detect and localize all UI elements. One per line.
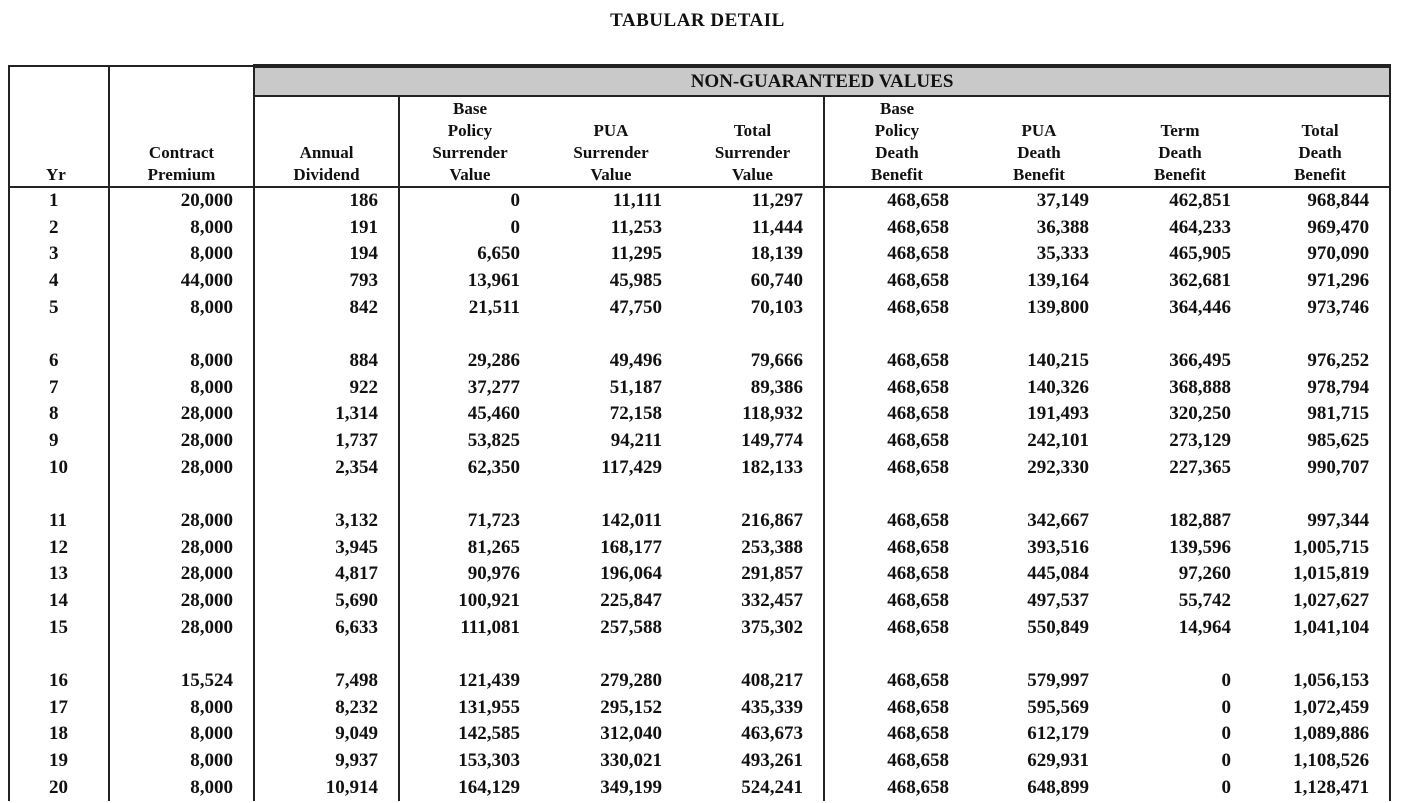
table-row [9,401,1390,428]
cell-total-surrender-value: 70,103 [750,296,803,318]
cell-pua-death-benefit: 595,569 [1027,696,1089,718]
spacer-cell [399,321,540,348]
header-term-death-benefit: Term Death Benefit [1109,96,1251,187]
cell-yr: 10 [9,454,109,481]
cell-base-policy-surrender-value: 164,129 [399,774,540,801]
cell-base-policy-surrender-value: 121,439 [399,668,540,695]
cell-base-policy-surrender-value: 0 [399,215,540,242]
cell-pua-death-benefit: 140,326 [1027,376,1089,398]
cell-total-surrender-value: 182,133 [741,456,803,478]
cell-term-death-benefit: 320,250 [1169,403,1231,425]
cell-yr: 7 [9,375,109,402]
cell-term-death-benefit: 182,887 [1169,510,1231,532]
cell-term-death-benefit: 0 [1221,776,1231,798]
cell-contract-premium: 28,000 [109,588,254,615]
cell-pua-surrender-value: 51,187 [609,376,662,398]
cell-pua-death-benefit: 292,330 [1027,456,1089,478]
cell-pua-death-benefit: 139,800 [1027,296,1089,318]
cell-base-policy-surrender-value: 71,723 [399,508,540,535]
cell-base-policy-surrender-value: 62,350 [399,454,540,481]
cell-contract-premium: 28,000 [109,454,254,481]
spacer-cell [9,641,109,668]
spacer-cell [969,641,1109,668]
cell-term-death-benefit: 55,742 [1178,590,1231,612]
cell-yr: 14 [9,588,109,615]
header-pua-death-benefit: PUA Death Benefit [969,96,1109,187]
cell-base-policy-death-benefit: 468,658 [824,348,969,375]
cell-base-policy-death-benefit: 468,658 [824,508,969,535]
cell-pua-surrender-value: 11,111 [612,190,662,212]
cell-annual-dividend: 5,690 [254,588,399,615]
cell-yr: 2 [9,215,109,242]
cell-total-death-benefit: 981,715 [1251,401,1390,428]
cell-annual-dividend: 3,132 [254,508,399,535]
cell-annual-dividend: 9,049 [254,721,399,748]
cell-base-policy-death-benefit: 468,658 [824,241,969,268]
cell-total-surrender-value: 493,261 [741,749,803,771]
cell-pua-death-benefit: 140,215 [1027,350,1089,372]
table-body [9,187,1390,801]
cell-total-death-benefit: 1,015,819 [1251,561,1390,588]
cell-yr: 3 [9,241,109,268]
cell-base-policy-surrender-value: 6,650 [399,241,540,268]
spacer-cell [824,641,969,668]
cell-total-death-benefit: 969,470 [1251,215,1390,242]
cell-yr: 16 [9,668,109,695]
cell-yr: 1 [9,187,109,215]
cell-total-death-benefit: 1,005,715 [1251,535,1390,562]
cell-term-death-benefit: 464,233 [1169,216,1231,238]
table-row [9,774,1390,801]
cell-annual-dividend: 842 [254,294,399,321]
cell-base-policy-death-benefit: 468,658 [824,187,969,215]
cell-term-death-benefit: 366,495 [1169,350,1231,372]
cell-term-death-benefit: 227,365 [1169,456,1231,478]
cell-total-surrender-value: 375,302 [741,616,803,638]
cell-base-policy-surrender-value: 45,460 [399,401,540,428]
header-base-policy-surrender-value: Base Policy Surrender Value [399,96,540,187]
cell-pua-death-benefit: 612,179 [1027,723,1089,745]
cell-pua-death-benefit: 648,899 [1027,776,1089,798]
cell-yr: 6 [9,348,109,375]
cell-total-surrender-value: 524,241 [741,776,803,798]
cell-total-death-benefit: 1,056,153 [1251,668,1390,695]
cell-yr: 9 [9,428,109,455]
table-row [9,508,1390,535]
spacer-cell [109,481,254,508]
cell-base-policy-surrender-value: 142,585 [399,721,540,748]
cell-pua-death-benefit: 36,388 [1036,216,1089,238]
cell-annual-dividend: 3,945 [254,535,399,562]
cell-pua-surrender-value: 330,021 [600,749,662,771]
spacer-cell [1109,641,1251,668]
cell-yr: 19 [9,748,109,775]
header-annual-dividend: Annual Dividend [254,96,399,187]
cell-annual-dividend: 9,937 [254,748,399,775]
cell-total-death-benefit: 1,041,104 [1251,614,1390,641]
table-row [9,614,1390,641]
spacer-cell [682,641,824,668]
cell-total-surrender-value: 463,673 [741,723,803,745]
cell-annual-dividend: 922 [254,375,399,402]
cell-total-surrender-value: 18,139 [750,243,803,265]
spacer-cell [1109,481,1251,508]
cell-pua-death-benefit: 35,333 [1036,243,1089,265]
cell-total-death-benefit: 973,746 [1251,294,1390,321]
tabular-detail-table [8,64,1391,801]
cell-pua-death-benefit: 37,149 [1036,190,1089,212]
cell-yr: 4 [9,268,109,295]
table-row [9,294,1390,321]
cell-total-death-benefit: 968,844 [1251,187,1390,215]
spacer-cell [540,481,682,508]
cell-base-policy-surrender-value: 100,921 [399,588,540,615]
cell-contract-premium: 28,000 [109,401,254,428]
cell-base-policy-surrender-value: 53,825 [399,428,540,455]
cell-total-death-benefit: 997,344 [1251,508,1390,535]
non-guaranteed-values-band: NON-GUARANTEED VALUES [254,66,1390,96]
cell-contract-premium: 28,000 [109,508,254,535]
spacer-cell [969,481,1109,508]
cell-yr: 20 [9,774,109,801]
cell-total-surrender-value: 216,867 [741,510,803,532]
cell-total-surrender-value: 89,386 [750,376,803,398]
cell-contract-premium: 8,000 [109,748,254,775]
spacer-cell [969,321,1109,348]
cell-annual-dividend: 1,737 [254,428,399,455]
cell-pua-death-benefit: 393,516 [1027,536,1089,558]
cell-pua-surrender-value: 168,177 [600,536,662,558]
spacer-cell [9,481,109,508]
cell-total-death-benefit: 1,128,471 [1251,774,1390,801]
cell-total-surrender-value: 253,388 [741,536,803,558]
cell-pua-surrender-value: 94,211 [610,430,662,452]
cell-term-death-benefit: 0 [1221,696,1231,718]
cell-term-death-benefit: 364,446 [1169,296,1231,318]
cell-total-death-benefit: 990,707 [1251,454,1390,481]
spacer-cell [540,641,682,668]
cell-base-policy-death-benefit: 468,658 [824,428,969,455]
cell-term-death-benefit: 273,129 [1169,430,1231,452]
cell-base-policy-surrender-value: 13,961 [399,268,540,295]
cell-pua-surrender-value: 49,496 [609,350,662,372]
cell-total-surrender-value: 11,297 [751,190,803,212]
spacer-cell [824,481,969,508]
cell-total-death-benefit: 1,108,526 [1251,748,1390,775]
cell-pua-surrender-value: 47,750 [609,296,662,318]
cell-total-death-benefit: 970,090 [1251,241,1390,268]
cell-pua-surrender-value: 72,158 [609,403,662,425]
cell-term-death-benefit: 462,851 [1169,190,1231,212]
cell-yr: 18 [9,721,109,748]
spacer-cell [1251,481,1390,508]
cell-base-policy-death-benefit: 468,658 [824,375,969,402]
cell-annual-dividend: 7,498 [254,668,399,695]
cell-pua-surrender-value: 117,429 [601,456,662,478]
cell-base-policy-surrender-value: 0 [399,187,540,215]
cell-annual-dividend: 10,914 [254,774,399,801]
cell-contract-premium: 8,000 [109,241,254,268]
cell-total-surrender-value: 291,857 [741,563,803,585]
cell-annual-dividend: 186 [254,187,399,215]
cell-yr: 12 [9,535,109,562]
cell-pua-surrender-value: 257,588 [600,616,662,638]
cell-annual-dividend: 6,633 [254,614,399,641]
band-spacer [109,66,254,96]
cell-base-policy-death-benefit: 468,658 [824,561,969,588]
cell-contract-premium: 8,000 [109,774,254,801]
spacer-cell [1251,641,1390,668]
cell-yr: 5 [9,294,109,321]
cell-term-death-benefit: 0 [1221,670,1231,692]
spacer-row [9,641,1390,668]
table-row [9,695,1390,722]
cell-pua-surrender-value: 11,253 [610,216,662,238]
cell-pua-surrender-value: 11,295 [610,243,662,265]
table-row [9,561,1390,588]
cell-term-death-benefit: 97,260 [1178,563,1231,585]
spacer-cell [109,641,254,668]
cell-annual-dividend: 793 [254,268,399,295]
cell-pua-death-benefit: 579,997 [1027,670,1089,692]
table-row [9,268,1390,295]
spacer-cell [399,641,540,668]
cell-annual-dividend: 194 [254,241,399,268]
cell-contract-premium: 8,000 [109,215,254,242]
cell-pua-death-benefit: 445,084 [1027,563,1089,585]
spacer-cell [254,321,399,348]
table-row [9,668,1390,695]
cell-base-policy-death-benefit: 468,658 [824,294,969,321]
cell-total-death-benefit: 1,027,627 [1251,588,1390,615]
cell-annual-dividend: 2,354 [254,454,399,481]
cell-term-death-benefit: 368,888 [1169,376,1231,398]
cell-base-policy-death-benefit: 468,658 [824,268,969,295]
cell-pua-death-benefit: 139,164 [1027,270,1089,292]
cell-contract-premium: 44,000 [109,268,254,295]
cell-base-policy-death-benefit: 468,658 [824,535,969,562]
cell-total-surrender-value: 11,444 [751,216,803,238]
spacer-cell [1109,321,1251,348]
spacer-cell [540,321,682,348]
table-row [9,588,1390,615]
cell-term-death-benefit: 362,681 [1169,270,1231,292]
cell-base-policy-death-benefit: 468,658 [824,721,969,748]
cell-pua-surrender-value: 349,199 [600,776,662,798]
cell-base-policy-death-benefit: 468,658 [824,614,969,641]
cell-total-death-benefit: 978,794 [1251,375,1390,402]
cell-yr: 13 [9,561,109,588]
cell-annual-dividend: 884 [254,348,399,375]
cell-total-death-benefit: 1,072,459 [1251,695,1390,722]
cell-total-surrender-value: 332,457 [741,590,803,612]
cell-contract-premium: 28,000 [109,535,254,562]
cell-pua-surrender-value: 196,064 [600,563,662,585]
page-title: TABULAR DETAIL [610,10,785,31]
cell-term-death-benefit: 14,964 [1178,616,1231,638]
spacer-cell [109,321,254,348]
cell-total-surrender-value: 60,740 [750,270,803,292]
cell-base-policy-surrender-value: 153,303 [399,748,540,775]
cell-contract-premium: 8,000 [109,294,254,321]
table-row [9,215,1390,242]
cell-contract-premium: 8,000 [109,375,254,402]
cell-base-policy-death-benefit: 468,658 [824,774,969,801]
band-spacer [9,66,109,96]
table-row [9,721,1390,748]
cell-total-surrender-value: 79,666 [750,350,803,372]
spacer-row [9,321,1390,348]
cell-term-death-benefit: 0 [1221,749,1231,771]
cell-yr: 11 [9,508,109,535]
cell-total-surrender-value: 408,217 [741,670,803,692]
header-yr: Yr [9,96,109,187]
cell-total-surrender-value: 118,932 [742,403,803,425]
cell-total-surrender-value: 149,774 [741,430,803,452]
cell-base-policy-death-benefit: 468,658 [824,695,969,722]
cell-term-death-benefit: 0 [1221,723,1231,745]
table-row [9,348,1390,375]
cell-base-policy-surrender-value: 37,277 [399,375,540,402]
cell-base-policy-death-benefit: 468,658 [824,401,969,428]
cell-contract-premium: 15,524 [109,668,254,695]
cell-pua-surrender-value: 295,152 [600,696,662,718]
cell-pua-surrender-value: 225,847 [600,590,662,612]
cell-pua-death-benefit: 242,101 [1027,430,1089,452]
cell-pua-death-benefit: 497,537 [1027,590,1089,612]
cell-base-policy-surrender-value: 81,265 [399,535,540,562]
cell-base-policy-surrender-value: 111,081 [399,614,540,641]
table-row [9,428,1390,455]
cell-yr: 15 [9,614,109,641]
cell-contract-premium: 8,000 [109,695,254,722]
cell-pua-death-benefit: 342,667 [1027,510,1089,532]
spacer-row [9,481,1390,508]
cell-annual-dividend: 8,232 [254,695,399,722]
cell-base-policy-death-benefit: 468,658 [824,454,969,481]
table-row [9,454,1390,481]
cell-term-death-benefit: 465,905 [1169,243,1231,265]
cell-annual-dividend: 191 [254,215,399,242]
cell-contract-premium: 8,000 [109,721,254,748]
cell-contract-premium: 8,000 [109,348,254,375]
cell-total-death-benefit: 976,252 [1251,348,1390,375]
spacer-cell [682,321,824,348]
cell-total-death-benefit: 1,089,886 [1251,721,1390,748]
cell-base-policy-surrender-value: 90,976 [399,561,540,588]
cell-contract-premium: 28,000 [109,561,254,588]
cell-contract-premium: 20,000 [109,187,254,215]
cell-pua-surrender-value: 312,040 [600,723,662,745]
header-contract-premium: Contract Premium [109,96,254,187]
cell-pua-surrender-value: 45,985 [609,270,662,292]
cell-yr: 8 [9,401,109,428]
spacer-cell [682,481,824,508]
spacer-cell [254,481,399,508]
header-total-death-benefit: Total Death Benefit [1251,96,1390,187]
spacer-cell [1251,321,1390,348]
header-total-surrender-value: Total Surrender Value [682,96,824,187]
cell-pua-death-benefit: 629,931 [1027,749,1089,771]
cell-yr: 17 [9,695,109,722]
cell-base-policy-death-benefit: 468,658 [824,748,969,775]
header-pua-surrender-value: PUA Surrender Value [540,96,682,187]
cell-base-policy-death-benefit: 468,658 [824,215,969,242]
table-row [9,241,1390,268]
cell-total-death-benefit: 985,625 [1251,428,1390,455]
cell-total-surrender-value: 435,339 [741,696,803,718]
cell-pua-death-benefit: 550,849 [1027,616,1089,638]
cell-base-policy-death-benefit: 468,658 [824,668,969,695]
cell-pua-death-benefit: 191,493 [1027,403,1089,425]
spacer-cell [399,481,540,508]
cell-contract-premium: 28,000 [109,428,254,455]
cell-contract-premium: 28,000 [109,614,254,641]
spacer-cell [824,321,969,348]
cell-annual-dividend: 4,817 [254,561,399,588]
spacer-cell [254,641,399,668]
table-row [9,187,1390,215]
table-row [9,375,1390,402]
cell-base-policy-surrender-value: 21,511 [399,294,540,321]
cell-base-policy-death-benefit: 468,658 [824,588,969,615]
cell-total-death-benefit: 971,296 [1251,268,1390,295]
cell-pua-surrender-value: 142,011 [601,510,662,532]
cell-term-death-benefit: 139,596 [1169,536,1231,558]
table-row [9,535,1390,562]
cell-pua-surrender-value: 279,280 [600,670,662,692]
header-base-policy-death-benefit: Base Policy Death Benefit [824,96,969,187]
cell-base-policy-surrender-value: 29,286 [399,348,540,375]
table-row [9,748,1390,775]
cell-base-policy-surrender-value: 131,955 [399,695,540,722]
spacer-cell [9,321,109,348]
cell-annual-dividend: 1,314 [254,401,399,428]
